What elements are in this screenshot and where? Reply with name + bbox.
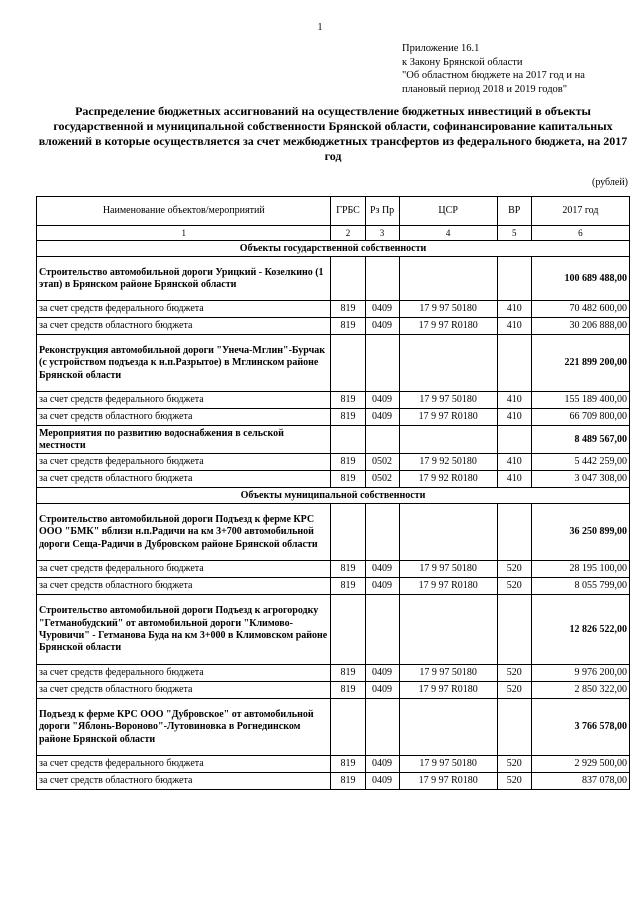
header-grbs: ГРБС	[331, 197, 365, 226]
object-name: Строительство автомобильной дороги Урицкий - Козелкино (1 этап) в Брянском районе Брянской области	[37, 257, 331, 301]
funding-source: за счет средств федерального бюджета	[37, 665, 331, 682]
grbs-code: 819	[331, 318, 365, 335]
empty-cell	[497, 335, 531, 392]
funding-source: за счет средств областного бюджета	[37, 578, 331, 595]
vr-code: 520	[497, 561, 531, 578]
object-total: 8 489 567,00	[531, 426, 629, 454]
header-rzpr: Рз Пр	[365, 197, 399, 226]
empty-cell	[399, 699, 497, 756]
grbs-code: 819	[331, 561, 365, 578]
amount: 2 929 500,00	[531, 756, 629, 773]
empty-cell	[399, 257, 497, 301]
rzpr-code: 0502	[365, 454, 399, 471]
section-row	[37, 241, 630, 257]
vr-code: 410	[497, 318, 531, 335]
funding-source: за счет средств областного бюджета	[37, 773, 331, 790]
funding-source: за счет средств федерального бюджета	[37, 561, 331, 578]
amount: 30 206 888,00	[531, 318, 629, 335]
empty-cell	[331, 335, 365, 392]
csr-code: 17 9 97 R0180	[399, 318, 497, 335]
rzpr-code: 0502	[365, 471, 399, 488]
header-year: 2017 год	[531, 197, 629, 226]
table-row	[37, 578, 630, 595]
amount: 2 850 322,00	[531, 682, 629, 699]
column-number: 2	[331, 226, 365, 241]
empty-cell	[331, 426, 365, 454]
empty-cell	[331, 595, 365, 665]
rzpr-code: 0409	[365, 756, 399, 773]
table-row	[37, 301, 630, 318]
empty-cell	[497, 426, 531, 454]
table-row	[37, 454, 630, 471]
amount: 70 482 600,00	[531, 301, 629, 318]
amount: 66 709 800,00	[531, 409, 629, 426]
vr-code: 520	[497, 578, 531, 595]
grbs-code: 819	[331, 682, 365, 699]
grbs-code: 819	[331, 756, 365, 773]
empty-cell	[399, 504, 497, 561]
appendix-line: плановый период 2018 и 2019 годов"	[402, 83, 568, 95]
vr-code: 520	[497, 665, 531, 682]
empty-cell	[497, 257, 531, 301]
funding-source: за счет средств федерального бюджета	[37, 301, 331, 318]
rzpr-code: 0409	[365, 392, 399, 409]
rzpr-code: 0409	[365, 773, 399, 790]
csr-code: 17 9 97 50180	[399, 561, 497, 578]
grbs-code: 819	[331, 471, 365, 488]
funding-source: за счет средств областного бюджета	[37, 682, 331, 699]
empty-cell	[331, 257, 365, 301]
section-row	[37, 488, 630, 504]
object-total: 12 826 522,00	[531, 595, 629, 665]
rzpr-code: 0409	[365, 578, 399, 595]
column-number: 3	[365, 226, 399, 241]
table-row	[37, 392, 630, 409]
column-number-row	[37, 226, 630, 241]
object-row	[37, 335, 630, 392]
object-name: Строительство автомобильной дороги Подъезд к ферме КРС ООО "БМК" вблизи н.п.Радичи на км 3+700 автомобильной дороги Сеща-Радичи в Дубровском районе Брянской области	[37, 504, 331, 561]
column-number: 6	[531, 226, 629, 241]
column-number: 4	[399, 226, 497, 241]
empty-cell	[331, 699, 365, 756]
rzpr-code: 0409	[365, 665, 399, 682]
amount: 837 078,00	[531, 773, 629, 790]
appendix-line: к Закону Брянской области	[402, 56, 523, 68]
csr-code: 17 9 97 R0180	[399, 409, 497, 426]
csr-code: 17 9 97 50180	[399, 665, 497, 682]
vr-code: 410	[497, 409, 531, 426]
funding-source: за счет средств областного бюджета	[37, 471, 331, 488]
object-total: 100 689 488,00	[531, 257, 629, 301]
empty-cell	[399, 426, 497, 454]
rzpr-code: 0409	[365, 318, 399, 335]
object-row	[37, 257, 630, 301]
funding-source: за счет средств федерального бюджета	[37, 392, 331, 409]
rzpr-code: 0409	[365, 409, 399, 426]
vr-code: 520	[497, 773, 531, 790]
empty-cell	[497, 504, 531, 561]
grbs-code: 819	[331, 454, 365, 471]
table-row	[37, 756, 630, 773]
object-name: Мероприятия по развитию водоснабжения в сельской местности	[37, 426, 331, 454]
csr-code: 17 9 97 R0180	[399, 773, 497, 790]
vr-code: 410	[497, 471, 531, 488]
empty-cell	[365, 595, 399, 665]
csr-code: 17 9 97 R0180	[399, 578, 497, 595]
vr-code: 410	[497, 454, 531, 471]
empty-cell	[497, 595, 531, 665]
table-row	[37, 773, 630, 790]
empty-cell	[399, 595, 497, 665]
grbs-code: 819	[331, 392, 365, 409]
rzpr-code: 0409	[365, 561, 399, 578]
document-title: Распределение бюджетных ассигнований на осуществление бюджетных инвестиций в объекты государственной и муниципальной собственности Брянской области, софинансирование капитальных вложений в которые осуществляется за счет межбюджетных трансфертов из федерального бюджета, на 2017 год	[38, 104, 628, 163]
amount: 3 047 308,00	[531, 471, 629, 488]
object-name: Подъезд к ферме КРС ООО "Дубровское" от автомобильной дороги "Яблонь-Вороново"-Лутовиновка в Рогнединском районе Брянской области	[37, 699, 331, 756]
amount: 28 195 100,00	[531, 561, 629, 578]
table-header-row	[37, 197, 630, 226]
header-csr: ЦСР	[399, 197, 497, 226]
grbs-code: 819	[331, 409, 365, 426]
empty-cell	[365, 504, 399, 561]
grbs-code: 819	[331, 578, 365, 595]
object-row	[37, 699, 630, 756]
units-label: (рублей)	[591, 177, 628, 188]
section-title: Объекты муниципальной собственности	[37, 488, 630, 504]
csr-code: 17 9 92 R0180	[399, 471, 497, 488]
empty-cell	[365, 426, 399, 454]
table-row	[37, 561, 630, 578]
amount: 155 189 400,00	[531, 392, 629, 409]
table-row	[37, 409, 630, 426]
empty-cell	[331, 504, 365, 561]
page-number: 1	[317, 22, 323, 33]
grbs-code: 819	[331, 773, 365, 790]
appendix-block	[402, 42, 634, 96]
appendix-line: "Об областном бюджете на 2017 год и на	[402, 70, 585, 82]
empty-cell	[365, 335, 399, 392]
amount: 8 055 799,00	[531, 578, 629, 595]
section-title: Объекты государственной собственности	[37, 241, 630, 257]
funding-source: за счет средств федерального бюджета	[37, 756, 331, 773]
funding-source: за счет средств областного бюджета	[37, 318, 331, 335]
csr-code: 17 9 97 50180	[399, 392, 497, 409]
rzpr-code: 0409	[365, 682, 399, 699]
empty-cell	[365, 699, 399, 756]
grbs-code: 819	[331, 301, 365, 318]
empty-cell	[497, 699, 531, 756]
budget-table	[36, 196, 630, 790]
csr-code: 17 9 92 50180	[399, 454, 497, 471]
csr-code: 17 9 97 R0180	[399, 682, 497, 699]
appendix-line: Приложение 16.1	[402, 43, 480, 54]
object-row	[37, 504, 630, 561]
vr-code: 520	[497, 756, 531, 773]
amount: 9 976 200,00	[531, 665, 629, 682]
funding-source: за счет средств федерального бюджета	[37, 454, 331, 471]
vr-code: 520	[497, 682, 531, 699]
table-row	[37, 471, 630, 488]
object-total: 3 766 578,00	[531, 699, 629, 756]
table-row	[37, 318, 630, 335]
object-row	[37, 426, 630, 454]
rzpr-code: 0409	[365, 301, 399, 318]
object-row	[37, 595, 630, 665]
header-vr: ВР	[497, 197, 531, 226]
csr-code: 17 9 97 50180	[399, 756, 497, 773]
amount: 5 442 259,00	[531, 454, 629, 471]
header-name: Наименование объектов/мероприятий	[37, 197, 331, 226]
funding-source: за счет средств областного бюджета	[37, 409, 331, 426]
object-total: 221 899 200,00	[531, 335, 629, 392]
object-name: Строительство автомобильной дороги Подъезд к агрогородку "Гетманобудский" от автомобильной дороги "Климово-Чуровичи" - Гетманова Буда на км 3+000 в Климовском районе Брянской области	[37, 595, 331, 665]
empty-cell	[399, 335, 497, 392]
object-total: 36 250 899,00	[531, 504, 629, 561]
object-name: Реконструкция автомобильной дороги "Унеча-Мглин"-Бурчак (с устройством подъезда к н.п.Разрытое) в Мглинском районе Брянской области	[37, 335, 331, 392]
table-row	[37, 665, 630, 682]
grbs-code: 819	[331, 665, 365, 682]
column-number: 5	[497, 226, 531, 241]
column-number: 1	[37, 226, 331, 241]
csr-code: 17 9 97 50180	[399, 301, 497, 318]
empty-cell	[365, 257, 399, 301]
table-row	[37, 682, 630, 699]
vr-code: 410	[497, 392, 531, 409]
vr-code: 410	[497, 301, 531, 318]
